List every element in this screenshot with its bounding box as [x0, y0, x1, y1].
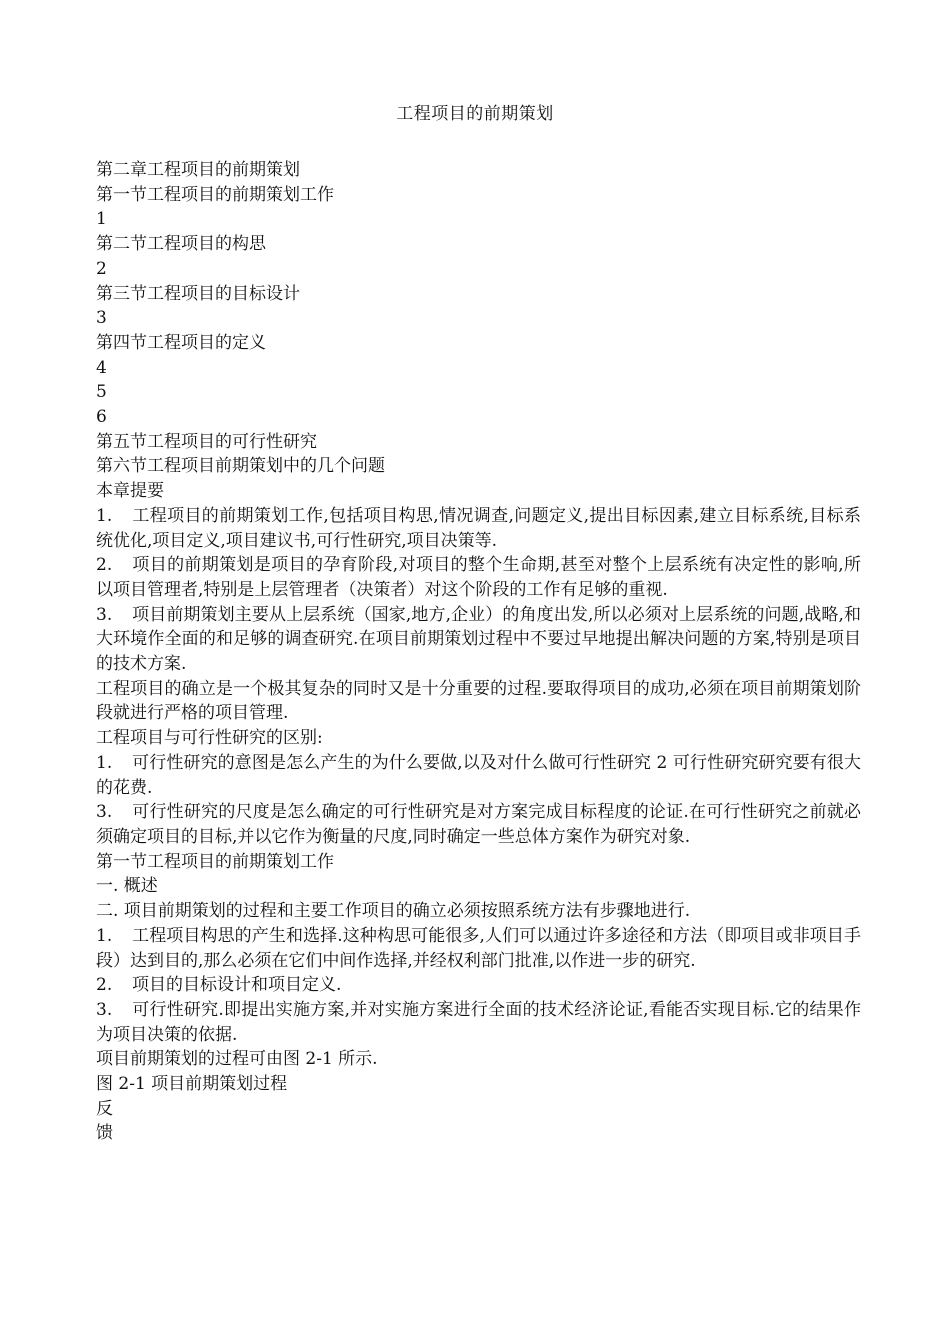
- work-item-3: [96, 998, 861, 1047]
- toc-page-number: 4: [96, 357, 107, 378]
- list-text: 工程项目的前期策划工作,包括项目构思,情况调查,问题定义,提出目标因素,建立目标系统,目标系统优化,项目定义,项目建议书,可行性研究,项目决策等.: [96, 505, 861, 551]
- toc-section-3: 第三节工程项目的目标设计: [96, 283, 300, 304]
- toc-section-5: 第五节工程项目的可行性研究: [96, 431, 317, 452]
- toc-page-number: 2: [96, 258, 107, 279]
- toc-page-number: 6: [96, 407, 107, 428]
- document-body: [96, 158, 861, 1146]
- figure-label-feedback-2: 馈: [96, 1123, 113, 1144]
- figure-caption: 图 2-1 项目前期策划过程: [96, 1074, 288, 1095]
- list-number: 3.: [96, 802, 113, 823]
- list-number: 3.: [96, 999, 113, 1020]
- toc-page-number: 5: [96, 382, 107, 403]
- list-text: 项目的目标设计和项目定义.: [132, 975, 342, 996]
- list-number: 1.: [96, 752, 113, 773]
- list-number: 2.: [96, 555, 113, 576]
- difference-item-1: [96, 751, 861, 800]
- list-number: 1.: [96, 505, 113, 526]
- work-item-2: [96, 973, 861, 998]
- toc-section-4: 第四节工程项目的定义: [96, 332, 266, 353]
- work-item-1: [96, 924, 861, 973]
- section-heading: 第一节工程项目的前期策划工作: [96, 851, 334, 872]
- list-number: 2.: [96, 975, 113, 996]
- list-text: 工程项目构思的产生和选择.这种构思可能很多,人们可以通过许多途径和方法（即项目或非项目手段）达到目的,那么必须在它们中间作选择,并经权利部门批准,以作进一步的研究.: [96, 925, 861, 971]
- difference-heading: 工程项目与可行性研究的区别:: [96, 728, 323, 749]
- toc-section-2: 第二节工程项目的构思: [96, 234, 266, 255]
- toc-page-number: 1: [96, 209, 107, 230]
- toc-section-6: 第六节工程项目前期策划中的几个问题: [96, 456, 385, 477]
- summary-item-2: [96, 553, 861, 602]
- process-note: 项目前期策划的过程可由图 2-1 所示.: [96, 1049, 378, 1070]
- summary-item-3: [96, 603, 861, 677]
- toc-page-number: 3: [96, 308, 107, 329]
- list-text: 可行性研究的尺度是怎么确定的可行性研究是对方案完成目标程度的论证.在可行性研究之前就必须确定项目的目标,并以它作为衡量的尺度,同时确定一些总体方案作为研究对象.: [96, 802, 861, 847]
- figure-label-feedback-1: 反: [96, 1098, 113, 1119]
- subsection-process: 二. 项目前期策划的过程和主要工作项目的确立必须按照系统方法有步骤地进行.: [96, 901, 691, 922]
- list-text: 可行性研究的意图是怎么产生的为什么要做,以及对什么做可行性研究 2 可行性研究研究要有很大的花费.: [96, 752, 861, 798]
- list-number: 3.: [96, 604, 113, 625]
- document-title: 工程项目的前期策划: [396, 104, 554, 124]
- summary-item-1: [96, 504, 861, 553]
- list-text: 项目的前期策划是项目的孕育阶段,对项目的整个生命期,甚至对整个上层系统有决定性的影响,所以项目管理者,特别是上层管理者（决策者）对这个阶段的工作有足够的重视.: [96, 555, 861, 600]
- subsection-overview: 一. 概述: [96, 876, 158, 897]
- summary-heading: 本章提要: [96, 481, 164, 502]
- list-text: 项目前期策划主要从上层系统（国家,地方,企业）的角度出发,所以必须对上层系统的问题,战略,和大环境作全面的和足够的调查研究.在项目前期策划过程中不要过早地提出解决问题的方案,特别是项目的技术方案.: [96, 604, 861, 675]
- chapter-heading: 第二章工程项目的前期策划: [96, 160, 300, 180]
- difference-item-3: [96, 800, 861, 849]
- list-text: 可行性研究.即提出实施方案,并对实施方案进行全面的技术经济论证,看能否实现目标.它的结果作为项目决策的依据.: [96, 999, 861, 1045]
- toc-section-1: 第一节工程项目的前期策划工作: [96, 184, 334, 205]
- body-paragraph: 工程项目的确立是一个极其复杂的同时又是十分重要的过程.要取得项目的成功,必须在项目前期策划阶段就进行严格的项目管理.: [96, 678, 861, 724]
- list-number: 1.: [96, 925, 113, 946]
